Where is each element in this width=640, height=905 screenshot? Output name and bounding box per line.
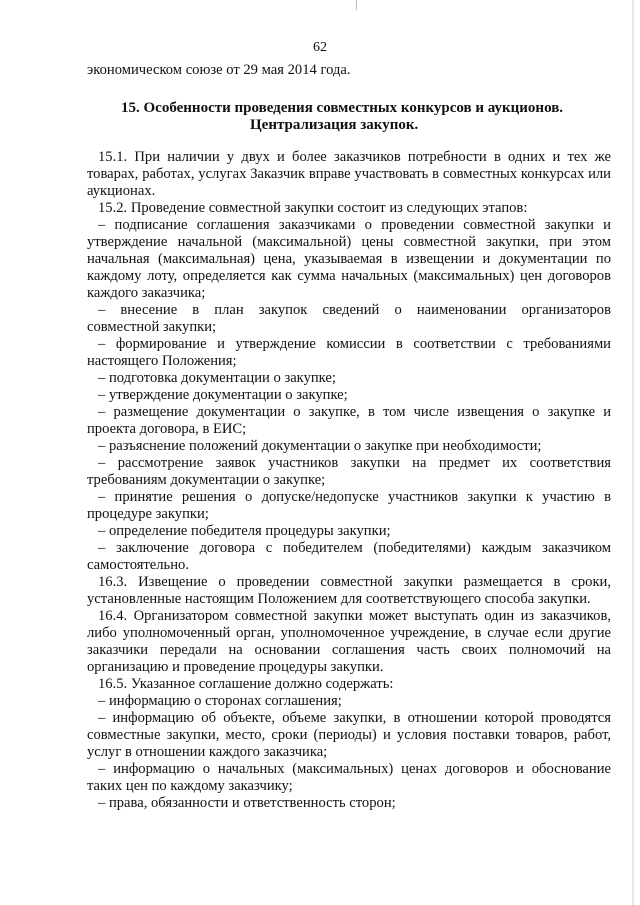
text-line: либо уполномоченный орган, уполномоченное учреждение, в случае если другие [87,625,611,641]
text-line: – определение победителя процедуры закупки; [98,523,391,539]
text-line: установленные настоящим Положением для соответствующего способа закупки. [87,591,591,607]
text-line: заказчики передали на основании соглашения часть своих полномочий на [87,642,611,658]
text-line: – внесение в план закупок сведений о наименовании организаторов [98,302,611,318]
text-line: совместной закупки; [87,319,217,335]
text-line: таких цен по каждому заказчику; [87,778,293,794]
text-line: процедуре закупки; [87,506,209,522]
text-line: экономическом союзе от 29 мая 2014 года. [87,62,351,78]
text-line: 16.3. Извещение о проведении совместной закупки размещается в сроки, [98,574,611,590]
text-line: – размещение документации о закупке, в том числе извещения о закупке и [98,404,611,420]
text-line: утверждение начальной (максимальной) цены совместной закупки, при этом [87,234,611,250]
text-line: 16.5. Указанное соглашение должно содержать: [98,676,394,692]
text-line: требованиям документации о закупке; [87,472,326,488]
scan-mark [356,0,357,10]
text-line: – информацию о начальных (максимальных) ценах договоров и обоснование [98,761,611,777]
text-line: – разъяснение положений документации о закупке при необходимости; [98,438,542,454]
text-line: каждого заказчика; [87,285,206,301]
text-line: проекта договора, в ЕИС; [87,421,247,437]
text-line: – заключение договора с победителем (победителями) каждым заказчиком [98,540,611,556]
text-line: – утверждение документации о закупке; [98,387,348,403]
text-line: начальная (максимальная) цена, указываемая в извещении и документации по [87,251,611,267]
text-line: – подписание соглашения заказчиками о проведении совместной закупки и [98,217,611,233]
text-line: – подготовка документации о закупке; [98,370,336,386]
text-line: услуг в отношении каждого заказчика; [87,744,328,760]
text-line: – принятие решения о допуске/недопуске участников закупки к участию в [98,489,611,505]
text-line: товарах, работах, услугах Заказчик вправе участвовать в совместных конкурсах или [87,166,611,182]
text-line: – права, обязанности и ответственность сторон; [98,795,396,811]
text-line: – информацию об объекте, объеме закупки, в отношении которой проводятся [98,710,611,726]
text-line: каждому лоту, определяется как сумма начальных (максимальных) цен договоров [87,268,611,284]
section-heading-line: Централизация закупок. [250,117,419,133]
text-line: совместные закупки, место, сроки (периоды) и условия поставки товаров, работ, [87,727,611,743]
page-edge [632,0,634,905]
text-line: 15.1. При наличии у двух и более заказчиков потребности в одних и тех же [98,149,611,165]
text-line: организацию и проведение процедуры закупки. [87,659,384,675]
text-line: – рассмотрение заявок участников закупки на предмет их соответствия [98,455,611,471]
text-line: 16.4. Организатором совместной закупки может выступать один из заказчиков, [98,608,611,624]
text-line: 15.2. Проведение совместной закупки состоит из следующих этапов: [98,200,528,216]
text-line: – информацию о сторонах соглашения; [98,693,342,709]
page-number: 62 [313,40,327,55]
section-heading-line: 15. Особенности проведения совместных конкурсов и аукционов. [121,100,564,116]
text-line: аукционах. [87,183,156,199]
text-line: самостоятельно. [87,557,189,573]
text-line: настоящего Положения; [87,353,237,369]
text-line: – формирование и утверждение комиссии в соответствии с требованиями [98,336,611,352]
